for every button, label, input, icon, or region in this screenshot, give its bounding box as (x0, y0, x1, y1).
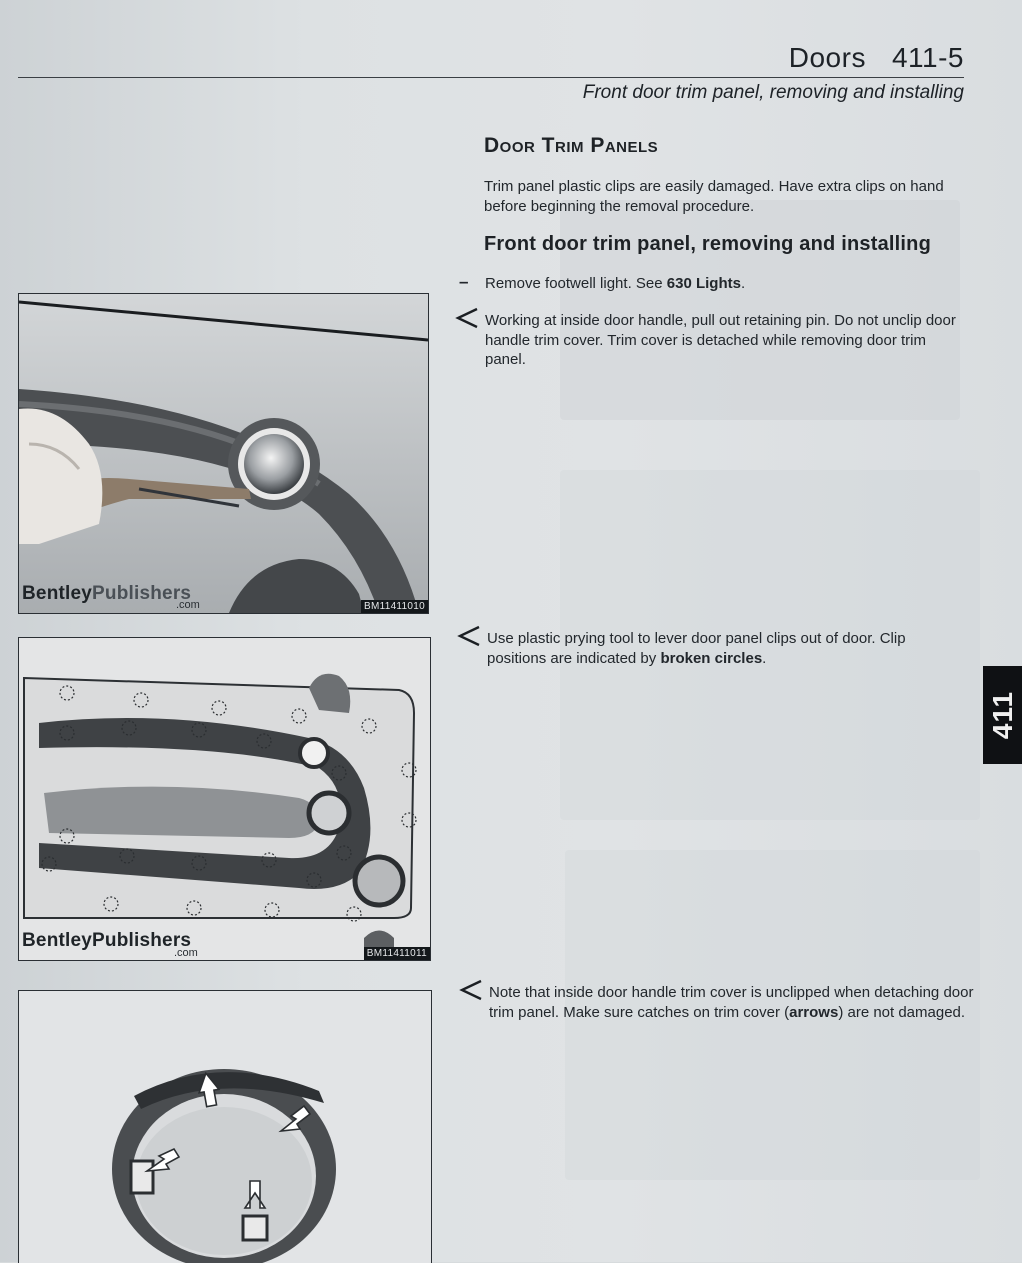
watermark-brand: Bentley (22, 583, 93, 604)
step-text-end: ) are not damaged. (838, 1003, 966, 1021)
watermark-brand-suffix: Publishers (92, 583, 192, 604)
procedure-heading: Front door trim panel, removing and installing (484, 233, 932, 255)
procedure-step-2 (485, 311, 965, 370)
step-reference: 630 Lights (666, 275, 741, 292)
chapter-title: Doors (788, 42, 866, 73)
procedure-step-1 (459, 272, 965, 294)
procedure-step-4 (489, 983, 975, 1022)
chapter-tab (983, 666, 1022, 764)
step-text: Remove footwell light. See (485, 275, 667, 292)
figure-code: BM11411011 (364, 947, 430, 960)
figure-watermark (22, 930, 191, 952)
trim-panel-photo (19, 638, 430, 960)
step-text: Use plastic prying tool to lever door panel clips out of door. Clip positions are indicated by (487, 630, 906, 667)
dash-marker: – (459, 272, 469, 291)
door-handle-photo (19, 294, 428, 613)
step-text: Note that inside door handle trim cover is unclipped when detaching door trim panel. Make sure catches on trim cover ( (489, 984, 974, 1021)
left-arrow-marker-icon (459, 979, 483, 1001)
page-number: 411-5 (891, 42, 964, 73)
chapter-tab-label: 411 (986, 690, 1018, 740)
left-arrow-marker-icon (457, 625, 481, 647)
figure-code: BM11411010 (361, 600, 428, 613)
section-heading: Door Trim Panels (484, 134, 659, 157)
step-text-end: . (762, 649, 767, 667)
left-arrow-marker-icon (455, 307, 479, 329)
step-text-end: . (740, 275, 746, 292)
procedure-step-3 (487, 629, 965, 668)
section-intro: Trim panel plastic clips are easily damaged. Have extra clips on hand before beginning the removal procedure. (484, 178, 944, 215)
step-text: Working at inside door handle, pull out retaining pin. Do not unclip door handle trim cover. Trim cover is detached while removing door trim panel. (485, 312, 956, 368)
figure-door-handle-pin (18, 293, 429, 614)
page-header (789, 42, 964, 74)
step-emphasis: arrows (789, 1003, 839, 1021)
page-subtitle: Front door trim panel, removing and installing (582, 82, 964, 103)
figure-trim-panel-clips (18, 637, 431, 961)
watermark-dotcom: .com (176, 599, 200, 611)
watermark-dotcom: .com (174, 947, 198, 959)
figure-watermark (22, 583, 191, 605)
watermark-brand-suffix: Publishers (92, 930, 192, 951)
trim-cover-photo (19, 991, 431, 1263)
figure-trim-cover-catches (18, 990, 432, 1263)
watermark-brand: Bentley (22, 930, 93, 951)
step-emphasis: broken circles (660, 649, 763, 667)
header-rule (18, 77, 964, 78)
